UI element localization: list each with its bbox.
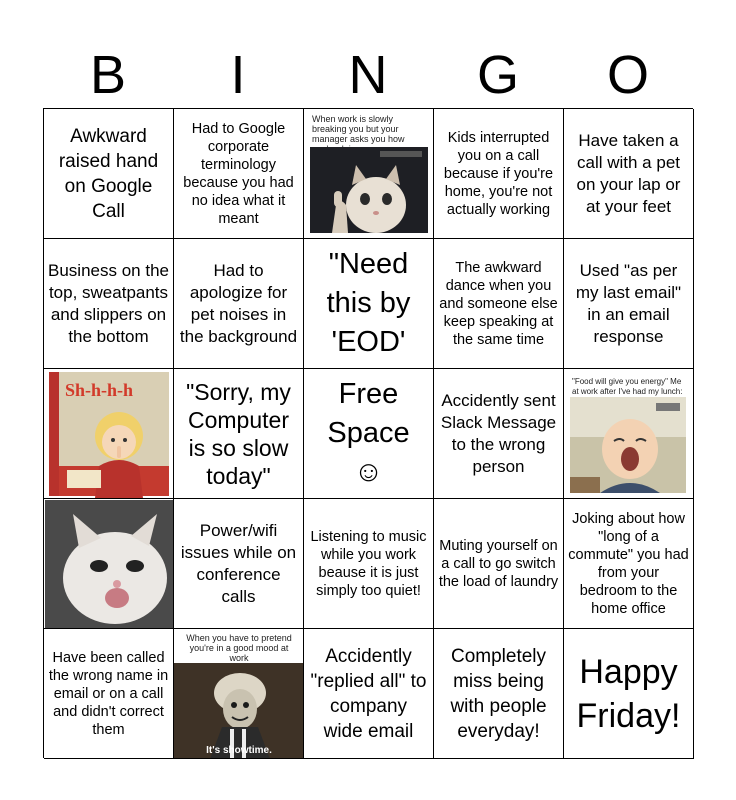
bingo-cell[interactable] [434,109,564,239]
free-space-line1: Free [338,378,399,410]
crying-cat-thumbs-up-image [310,147,428,233]
header-letter-i: I [230,45,246,105]
bingo-cell[interactable] [564,369,694,499]
meme-caption: When work is slowly breaking you but your manager asks you how [312,114,405,144]
smiley-icon: ☺ [353,456,384,488]
cell-text: Power/wifi issues while on conference calls [180,520,297,606]
cell-text: Awkward raised hand on Google Call [58,125,159,222]
meme-caption: "Food will give you energy" Me at work after I've had my lunch: [572,377,683,396]
bingo-cell[interactable] [44,239,174,369]
shh-book-cover-image [45,370,173,498]
cell-text: "Need this by 'EOD' [326,248,411,358]
boss-baby-yawning-image [570,397,686,493]
cell-text: Had to Google corporate terminology because you had no idea what it meant [183,120,294,227]
bingo-cell[interactable] [174,109,304,239]
bingo-cell[interactable] [174,239,304,369]
bingo-cell[interactable] [44,629,174,759]
cell-text: Had to apologize for pet noises in the background [179,260,298,346]
bingo-cell[interactable] [304,239,434,369]
bingo-cell[interactable] [564,629,694,759]
bingo-cell[interactable] [564,239,694,369]
bingo-cell[interactable] [304,629,434,759]
cell-text: Accidently "replied all" to company wide email [310,645,427,742]
bingo-cell[interactable] [564,499,694,629]
cell-text: The awkward dance when you and someone else keep speaking at the same time [439,259,558,348]
cell-text: "Sorry, my Computer is so slow today" [186,378,291,489]
bingo-cell[interactable] [434,629,564,759]
bingo-header [43,42,693,108]
header-letter-g: G [476,45,519,105]
header-letter-b: B [89,45,127,105]
free-space-cell[interactable] [304,369,434,499]
book-title: Sh-h-h-h [64,379,133,400]
bingo-cell[interactable] [564,109,694,239]
cell-text: Muting yourself on a call to go switch the load of laundry [438,537,559,590]
meme-caption: When you have to pretend you're in a good mood at work [186,633,292,663]
bingo-cell[interactable] [44,369,174,499]
cell-text: Have been called the wrong name in email or on a call and didn't correct them [48,649,169,738]
bingo-cell[interactable] [174,499,304,629]
bingo-cell[interactable] [304,109,434,239]
bingo-cell[interactable] [174,629,304,759]
cell-text: Business on the top, sweatpants and slippers on the bottom [48,260,169,346]
meme-subtitle: It's showtime. [206,745,272,756]
cell-text: Listening to music while you work beause it is just simply too quiet! [310,528,427,599]
bingo-cell[interactable] [44,109,174,239]
cell-text: Have taken a call with a pet on your lap or at your feet [576,130,681,216]
free-space-line2: Space [327,417,410,449]
bingo-cell[interactable] [434,499,564,629]
bingo-cell[interactable] [304,499,434,629]
cell-text: Used "as per my last email" in an email response [575,260,682,346]
cell-text: Happy Friday! [576,652,681,735]
cell-text: Completely miss being with people everyday! [450,645,547,742]
beetlejuice-showtime-image [174,663,304,759]
bingo-cell[interactable] [44,499,174,629]
screaming-white-kitten-image [45,500,173,628]
header-letter-o: O [606,45,649,105]
cell-text: Accidently sent Slack Message to the wrong person [440,390,557,476]
header-letter-n: N [348,45,388,105]
bingo-grid [43,108,693,758]
cell-text: Kids interrupted you on a call because if you're home, you're not actually working [443,129,554,218]
cell-text: Joking about how "long of a commute" you had from your bedroom to the home office [568,510,689,617]
bingo-cell[interactable] [434,239,564,369]
bingo-cell[interactable] [174,369,304,499]
bingo-cell[interactable] [434,369,564,499]
